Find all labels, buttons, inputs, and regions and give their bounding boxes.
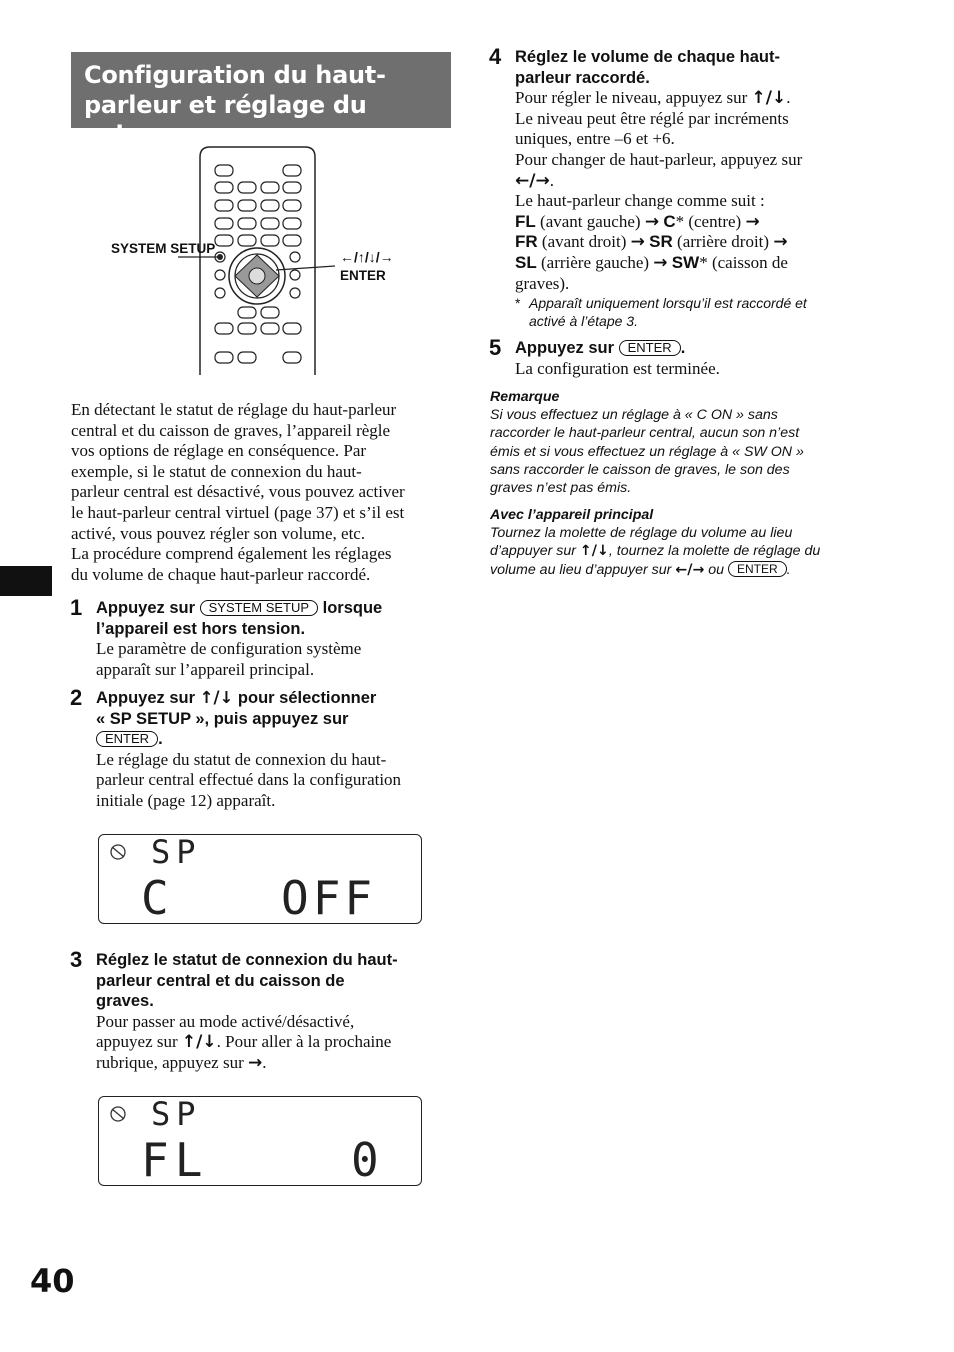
section-tab-marker <box>0 566 52 596</box>
up-down-arrow-icon: ↑/↓ <box>181 1032 217 1053</box>
sequence-arrow-icon: → <box>745 211 760 232</box>
system-setup-label: SYSTEM SETUP <box>111 241 216 256</box>
sequence-arrow-icon: → <box>773 232 788 253</box>
up-down-arrow-icon: ↑/↓ <box>751 88 787 109</box>
sequence-arrow-icon: → <box>653 252 668 273</box>
step-3: Réglez le statut de connexion du haut- parleur central et du caisson de graves. Pour passer au mode activé/désactivé, appuyez sur ↑/↓. Pour aller à la prochaine rubrique, appuyez sur →. <box>96 951 398 1073</box>
enter-key: ENTER <box>619 340 681 356</box>
step-2: Appuyez sur ↑/↓ pour sélectionner « SP SETUP », puis appuyez sur ENTER . Le réglage du statut de connexion du haut- parleur central effectué dans la configuration initiale (page 12) apparaît. <box>96 688 402 810</box>
step-3-number: 3 <box>70 947 83 972</box>
up-down-arrow-icon: ↑/↓ <box>579 543 609 560</box>
left-right-arrow-icon: ←/→ <box>675 561 705 578</box>
left-right-arrow-icon: ←/→ <box>515 170 550 191</box>
page-number: 40 <box>30 1262 75 1300</box>
enter-key: ENTER <box>728 561 787 577</box>
step-4: Réglez le volume de chaque haut- parleur raccordé. Pour régler le niveau, appuyez sur ↑/↓. Le niveau peut être réglé par incréments uniques, entre –6 et +6. Pour changer de haut-parleur, appuyez sur ←/→. Le haut-parleur change comme suit : FL (avant gauche) → C* (centre) → FR (avant droit) → SR (arrière droit) → SL (arrière gauche) → SW* (caisson de graves). * Apparaît uniquement lorsqu’il est raccordé et activé à l’étape 3. <box>515 48 807 330</box>
intro-paragraph: En détectant le statut de réglage du haut-parleur central et du caisson de graves, l’appareil règle vos options de réglage en conséquence. Par exemple, si le statut de connexion du haut- parleur central est désactivé, vous pouvez activer le haut-parleur central virtuel (page 37) et s’il est activé, vous pouvez régler son volume, etc. La procédure comprend également les réglages du volume de chaque haut-parleur raccordé. <box>71 400 405 584</box>
sequence-arrow-icon: → <box>630 232 645 253</box>
section-title: Configuration du haut-parleur et réglage du volume <box>71 52 451 128</box>
step-2-number: 2 <box>70 685 83 710</box>
principal-title: Avec l’appareil principal <box>490 507 654 523</box>
lcd-display-2 <box>98 1096 422 1186</box>
disc-icon <box>109 843 127 861</box>
up-down-arrow-icon: ↑/↓ <box>199 688 234 707</box>
principal-block: Avec l’appareil principal Tournez la molette de réglage du volume au lieu d’appuyer sur ↑/↓, tournez la molette de réglage du volume au lieu d’appuyer sur ←/→ ou ENTER . <box>490 506 870 579</box>
step-5: Appuyez sur ENTER . La configuration est terminée. <box>515 339 720 378</box>
arrows-label: ←/↑/↓/→ <box>340 249 394 265</box>
system-setup-key: SYSTEM SETUP <box>200 600 318 616</box>
lcd-display-1 <box>98 834 422 924</box>
lcd-2-line1: SP <box>151 1095 202 1133</box>
remarque-title: Remarque <box>490 389 560 405</box>
step-4-number: 4 <box>489 44 502 69</box>
step-5-number: 5 <box>489 335 502 360</box>
step-1: Appuyez sur SYSTEM SETUP lorsque l’appareil est hors tension. Le paramètre de configuration système apparaît sur l’appareil principal. <box>96 599 383 679</box>
step-1-number: 1 <box>70 595 83 620</box>
lcd-1-line2-left: C <box>141 871 169 925</box>
enter-key: ENTER <box>96 731 158 747</box>
right-arrow-icon: → <box>248 1052 263 1073</box>
lcd-2-line2-left: FL <box>141 1133 209 1187</box>
disc-icon <box>109 1105 127 1123</box>
enter-label: ENTER <box>340 268 386 283</box>
remarque-block: Remarque Si vous effectuez un réglage à « C ON » sans raccorder le haut-parleur central, aucun son n’est émis et si vous effectuez un réglage à « SW ON » sans raccorder le caisson de graves, le son des graves n’est pas émis. <box>490 388 870 497</box>
lcd-2-line2-right: 0 <box>351 1133 379 1187</box>
sequence-arrow-icon: → <box>644 211 660 232</box>
lcd-1-line2-right: OFF <box>281 871 377 925</box>
lcd-1-line1: SP <box>151 833 202 871</box>
